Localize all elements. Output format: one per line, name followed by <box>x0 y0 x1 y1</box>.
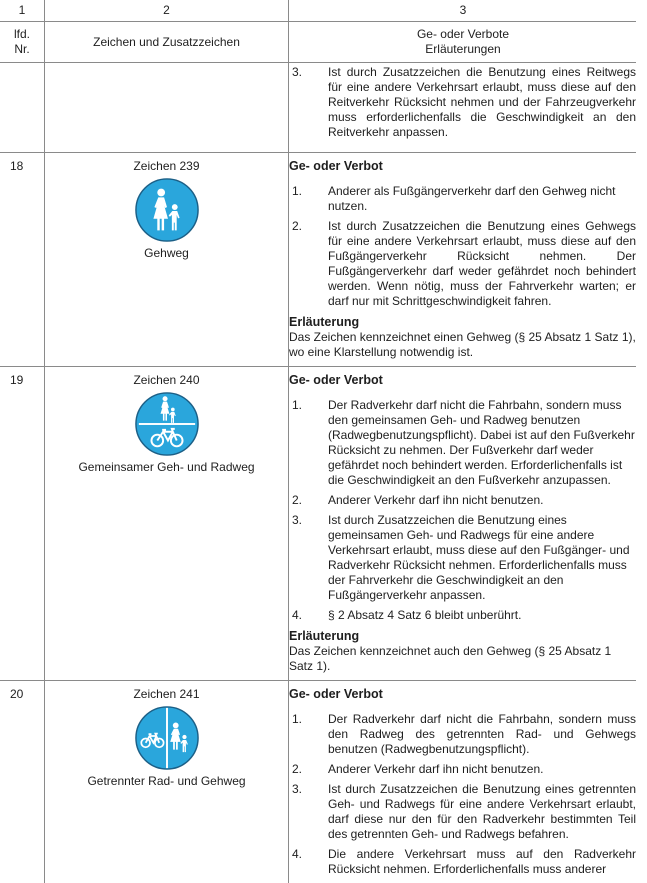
item-number: 3. <box>292 782 303 796</box>
table-row-20 <box>0 681 636 883</box>
column-header-zeichen <box>45 22 289 62</box>
list-item <box>289 712 636 757</box>
sign-name: Gemeinsamer Geh- und Radweg <box>78 460 255 474</box>
table-row-19 <box>0 367 636 681</box>
item-text: Die andere Verkehrsart muss auf den Radverkehr Rücksicht nehmen. Erforderlichenfalls muss anderer <box>328 847 636 876</box>
item-text: Der Radverkehr darf nicht die Fahrbahn, sondern muss den gemeinsamen Geh- und Radweg benutzen (Radwegbenutzungspflicht). Dabei ist auf den Fußverkehr Rücksicht zu nehmen. Der Fußverkehr darf weder gefährdet noch behindert werden. Erforderlichenfalls ist die Geschwindigkeit an den Fußverkehr anzupassen. <box>328 398 635 487</box>
section-heading: Ge- oder Verbot <box>289 159 383 173</box>
sign-cell-empty <box>45 63 289 152</box>
list-item <box>289 608 636 623</box>
row-number: 18 <box>0 153 45 366</box>
sign-cell <box>45 681 289 883</box>
header-erlaeuterungen: Erläuterungen <box>425 42 501 56</box>
list-item <box>289 782 636 842</box>
item-text: Ist durch Zusatzzeichen die Benutzung eines gemeinsamen Geh- und Radwegs für eine andere Verkehrsart erlaubt, muss diese auf den Fußgänger- und Radverkehr Rücksicht nehmen. Erforderlichenfalls muss der Fahrverkehr die Geschwindigkeit an den Fußgängerverkehr anpassen. <box>328 513 630 602</box>
item-text: Der Radverkehr darf nicht die Fahrbahn, sondern muss den Radweg des getrennten Rad- und Gehwegs benutzen (Radwegbenutzungspflicht). <box>328 712 636 756</box>
column-number-3: 3 <box>459 3 467 17</box>
table-row-continuation <box>0 63 636 153</box>
header-ge-oder-verbote: Ge- oder Verbote <box>416 27 510 41</box>
list-item <box>289 513 636 603</box>
list-item <box>289 184 636 214</box>
item-number: 1. <box>292 398 303 412</box>
sign-name: Gehweg <box>144 246 189 260</box>
header-zeichen-label: Zeichen und Zusatzzeichen <box>93 34 240 49</box>
item-text: § 2 Absatz 4 Satz 6 bleibt unberührt. <box>328 608 522 622</box>
rule-cell <box>289 153 636 366</box>
header-lfd: lfd. <box>13 27 30 41</box>
item-number: 2. <box>292 762 303 776</box>
item-number: 4. <box>292 847 303 861</box>
item-number: 2. <box>292 493 303 507</box>
sign-cell <box>45 153 289 366</box>
column-number-row <box>0 0 636 22</box>
list-item <box>289 762 636 777</box>
item-text: Anderer Verkehr darf ihn nicht benutzen. <box>328 762 544 776</box>
separated-bicycle-foot-path-sign-icon <box>134 705 200 771</box>
sign-title: Zeichen 240 <box>133 373 200 387</box>
rule-cell <box>289 63 636 152</box>
item-text: Anderer Verkehr darf ihn nicht benutzen. <box>328 493 544 507</box>
pedestrian-sign-icon <box>134 177 200 243</box>
list-item <box>289 493 636 508</box>
shared-foot-bicycle-path-sign-icon <box>134 391 200 457</box>
list-item <box>289 398 636 488</box>
explanation-heading: Erläuterung <box>289 629 360 643</box>
explanation-text: Das Zeichen kennzeichnet auch den Gehweg (§ 25 Absatz 1 Satz 1). <box>289 644 612 673</box>
section-heading: Ge- oder Verbot <box>289 687 383 701</box>
rule-cell <box>289 681 636 883</box>
rule-cell <box>289 367 636 680</box>
item-number: 3. <box>292 513 303 527</box>
table-header <box>0 22 636 63</box>
section-heading: Ge- oder Verbot <box>289 373 383 387</box>
item-text: Anderer als Fußgängerverkehr darf den Gehweg nicht nutzen. <box>328 184 616 213</box>
table-row-18 <box>0 153 636 367</box>
row-number: 19 <box>0 367 45 680</box>
item-number: 2. <box>292 219 303 233</box>
sign-cell <box>45 367 289 680</box>
row-number <box>0 63 45 152</box>
sign-name: Getrennter Rad- und Gehweg <box>87 774 246 788</box>
column-number-2: 2 <box>45 0 289 21</box>
column-number-1: 1 <box>0 0 45 21</box>
explanation-heading: Erläuterung <box>289 315 360 329</box>
sign-title: Zeichen 239 <box>133 159 200 173</box>
sign-title: Zeichen 241 <box>133 687 200 701</box>
item-number: 3. <box>292 65 303 79</box>
column-header-lfd-nr <box>0 22 45 62</box>
item-number: 1. <box>292 712 303 726</box>
list-item <box>289 219 636 309</box>
list-item <box>289 847 636 877</box>
list-item <box>289 65 636 140</box>
header-nr: Nr. <box>14 42 30 56</box>
column-header-verbote <box>289 22 636 62</box>
item-text: Ist durch Zusatzzeichen die Benutzung eines getrennten Geh- und Radwegs für eine andere Verkehrsart erlaubt, darf diese nur den für den Radverkehr bestimmten Teil des getrennten Geh- und Radwegs befahren. <box>328 782 636 841</box>
row-number: 20 <box>0 681 45 883</box>
explanation-text: Das Zeichen kennzeichnet einen Gehweg (§ 25 Absatz 1 Satz 1), wo eine Klarstellung notwendig ist. <box>289 330 636 359</box>
item-number: 4. <box>292 608 303 622</box>
item-text: Ist durch Zusatzzeichen die Benutzung eines Reitwegs für eine andere Verkehrsart erlaubt, muss diese auf den Reitverkehr Rücksicht nehmen und der Fahrzeugverkehr muss erforderlichenfalls die Geschwindigkeit an den Reitverkehr anpassen. <box>328 65 636 139</box>
item-number: 1. <box>292 184 303 198</box>
item-text: Ist durch Zusatzzeichen die Benutzung eines Gehwegs für eine andere Verkehrsart erlaubt, muss diese auf den Fußgängerverkehr Rücksicht nehmen. Der Fußgängerverkehr darf weder gefährdet noch behindert werden. Wenn nötig, muss der Fahrverkehr warten; er darf nur mit Schrittgeschwindigkeit fahren. <box>328 219 636 308</box>
